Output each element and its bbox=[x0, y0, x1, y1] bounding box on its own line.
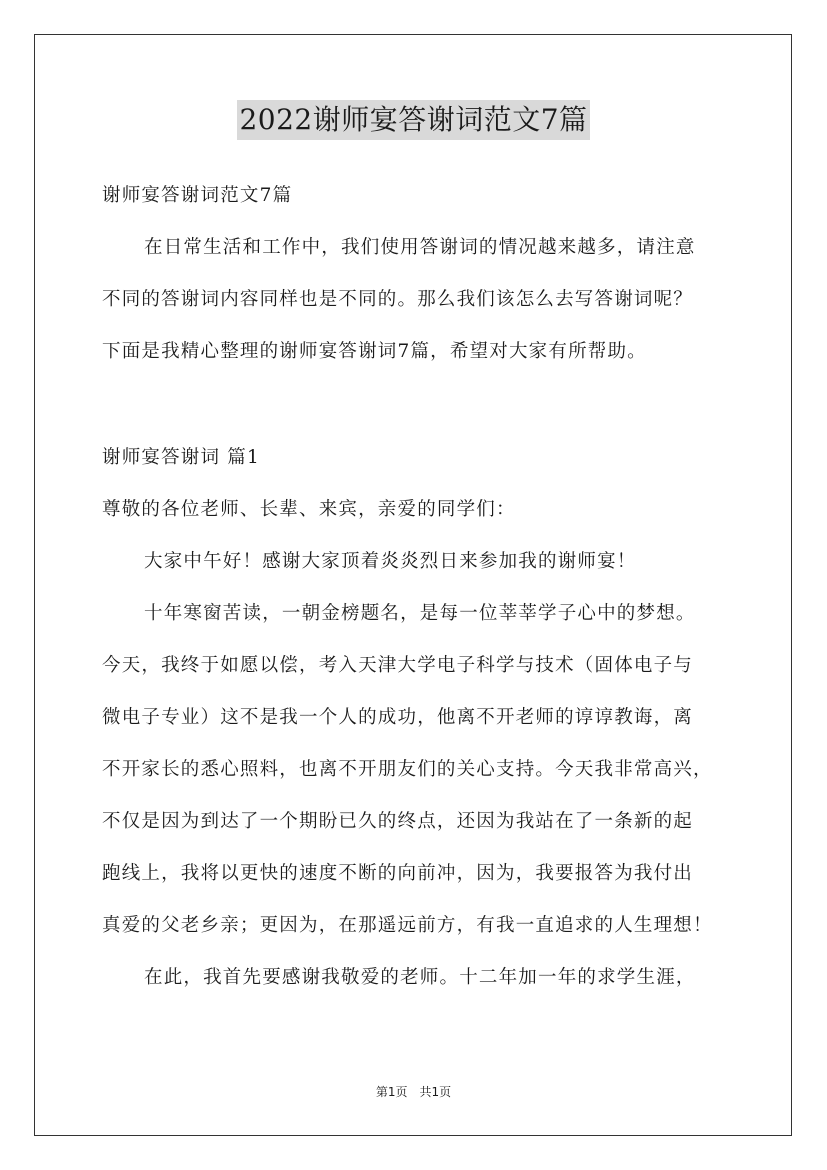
section-heading: 谢师宴答谢词 篇1 bbox=[102, 447, 260, 468]
paragraph-line: 真爱的父老乡亲；更因为，在那遥远前方，有我一直追求的人生理想！ bbox=[102, 915, 713, 936]
document-body bbox=[102, 170, 732, 1004]
paragraph-line: 不开家长的悉心照料，也离不开朋友们的关心支持。今天我非常高兴， bbox=[102, 759, 713, 780]
document-title-wrapper bbox=[0, 100, 827, 140]
intro-line: 不同的答谢词内容同样也是不同的。那么我们该怎么去写答谢词呢？ bbox=[102, 289, 694, 310]
paragraph-line: 跑线上，我将以更快的速度不断的向前冲，因为，我要报答为我付出 bbox=[102, 863, 694, 884]
paragraph-line: 今天，我终于如愿以偿，考入天津大学电子科学与技术（固体电子与 bbox=[102, 655, 694, 676]
intro-line: 在日常生活和工作中，我们使用答谢词的情况越来越多，请注意 bbox=[144, 237, 696, 258]
document-subtitle: 谢师宴答谢词范文7篇 bbox=[102, 185, 293, 206]
paragraph-line: 在此，我首先要感谢我敬爱的老师。十二年加一年的求学生涯， bbox=[144, 967, 696, 988]
intro-line: 下面是我精心整理的谢师宴答谢词7篇，希望对大家有所帮助。 bbox=[102, 341, 647, 362]
paragraph-line: 微电子专业）这不是我一个人的成功，他离不开老师的谆谆教诲，离 bbox=[102, 707, 694, 728]
paragraph-line: 十年寒窗苦读，一朝金榜题名，是每一位莘莘学子心中的梦想。 bbox=[144, 603, 696, 624]
paragraph-line: 不仅是因为到达了一个期盼已久的终点，还因为我站在了一条新的起 bbox=[102, 811, 694, 832]
paragraph-spacer bbox=[102, 378, 732, 432]
page-number: 第1页 共1页 bbox=[375, 1085, 452, 1099]
salutation: 尊敬的各位老师、长辈、来宾，亲爱的同学们： bbox=[102, 499, 516, 520]
document-title: 2022谢师宴答谢词范文7篇 bbox=[237, 100, 589, 140]
greeting: 大家中午好！感谢大家顶着炎炎烈日来参加我的谢师宴！ bbox=[144, 551, 637, 572]
